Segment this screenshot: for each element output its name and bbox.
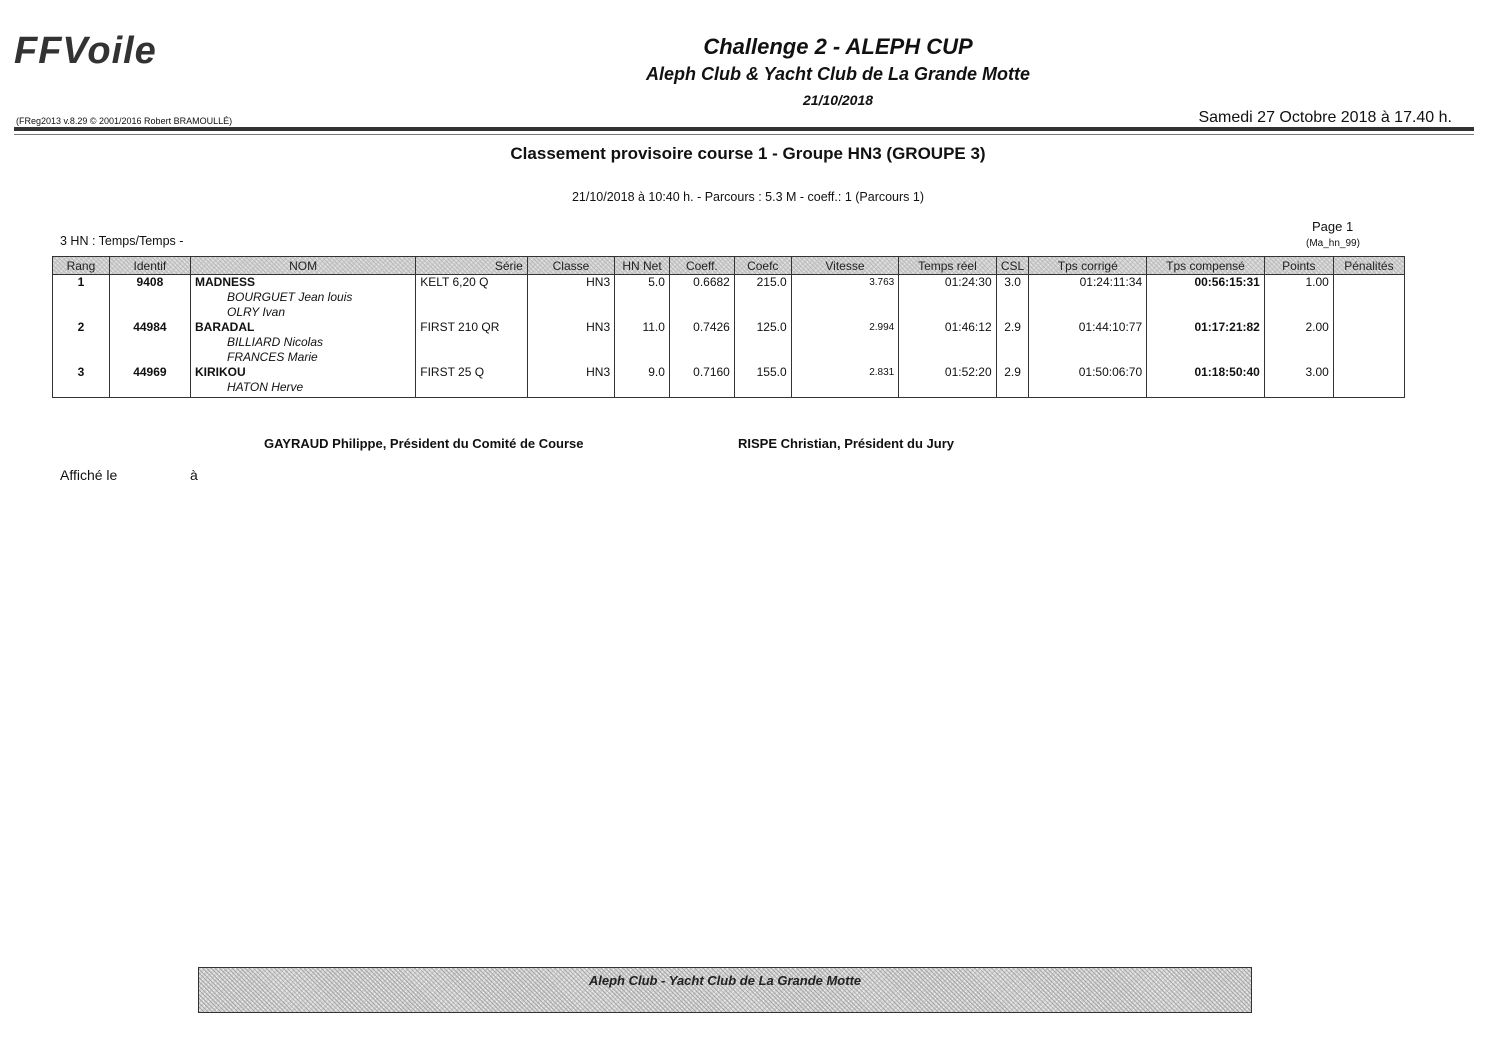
cell-temps-reel: 01:24:30	[899, 275, 996, 321]
cell-classe: HN3	[527, 275, 614, 321]
table-row	[53, 320, 1405, 365]
cell-nom	[190, 275, 415, 321]
col-header-coeff: Coeff.	[669, 257, 734, 275]
event-date: 21/10/2018	[802, 92, 874, 108]
cell-tps-compense: 00:56:15:31	[1147, 275, 1265, 321]
cell-nom	[190, 320, 415, 365]
header-rule	[14, 127, 1474, 131]
cell-vitesse: 2.994	[791, 320, 899, 365]
crew-member: BOURGUET Jean louis	[226, 290, 353, 304]
cell-identif: 9408	[109, 275, 190, 321]
cell-hn: 11.0	[615, 320, 670, 365]
results-table	[52, 256, 1405, 398]
col-header-temps-reel: Temps réel	[899, 257, 996, 275]
cell-vitesse: 2.831	[791, 365, 899, 398]
cell-rang: 3	[53, 365, 110, 398]
cell-coefc: 215.0	[734, 275, 791, 321]
crew-member: FRANCES Marie	[226, 350, 318, 364]
report-title: Classement provisoire course 1 - Groupe HN3 (GROUPE 3)	[510, 144, 986, 163]
page-code: (Ma_hn_99)	[1306, 238, 1360, 249]
footer-banner: Aleph Club - Yacht Club de La Grande Motte	[198, 967, 1252, 1013]
cell-csl: 2.9	[996, 320, 1029, 365]
cell-rang: 2	[53, 320, 110, 365]
cell-tps-corrige: 01:24:11:34	[1029, 275, 1147, 321]
table-row	[53, 275, 1405, 321]
software-credit: (FReg2013 v.8.29 © 2001/2016 Robert BRAMOULLÉ)	[16, 116, 233, 126]
jury-signature: RISPE Christian, Président du Jury	[738, 436, 954, 451]
cell-hn: 5.0	[615, 275, 670, 321]
race-info: 21/10/2018 à 10:40 h. - Parcours : 5.3 M - coeff.: 1 (Parcours 1)	[571, 190, 925, 204]
col-header-nom: NOM	[190, 257, 415, 275]
cell-points: 1.00	[1264, 275, 1333, 321]
col-header-csl: CSL	[996, 257, 1029, 275]
event-subtitle: Aleph Club & Yacht Club de La Grande Motte	[645, 64, 1031, 84]
col-header-points: Points	[1264, 257, 1333, 275]
boat-name: KIRIKOU	[194, 365, 246, 379]
cell-tps-compense: 01:17:21:82	[1147, 320, 1265, 365]
col-header-identif: Identif	[109, 257, 190, 275]
col-header-tps-corrige: Tps corrigé	[1029, 257, 1147, 275]
cell-coefc: 125.0	[734, 320, 791, 365]
col-header-hn-net: HN Net	[615, 257, 670, 275]
printed-date: Samedi 27 Octobre 2018 à 17.40 h.	[1198, 109, 1452, 126]
cell-serie: FIRST 25 Q	[416, 365, 528, 398]
cell-temps-reel: 01:46:12	[899, 320, 996, 365]
group-label: 3 HN : Temps/Temps -	[60, 234, 184, 248]
boat-name: MADNESS	[194, 275, 255, 289]
posted-at-label: à	[190, 467, 198, 483]
col-header-serie: Série	[416, 257, 528, 275]
cell-vitesse: 3.763	[791, 275, 899, 321]
cell-penalites	[1333, 365, 1404, 398]
race-committee-signature: GAYRAUD Philippe, Président du Comité de Course	[264, 436, 584, 451]
cell-coeff: 0.7160	[669, 365, 734, 398]
cell-serie: KELT 6,20 Q	[416, 275, 528, 321]
event-title: Challenge 2 - ALEPH CUP	[703, 34, 973, 59]
col-header-rang: Rang	[53, 257, 110, 275]
crew-member: BILLIARD Nicolas	[226, 335, 324, 349]
crew-member: OLRY Ivan	[226, 305, 286, 319]
col-header-tps-compense: Tps compensé	[1147, 257, 1265, 275]
cell-temps-reel: 01:52:20	[899, 365, 996, 398]
table-row	[53, 365, 1405, 398]
cell-coeff: 0.6682	[669, 275, 734, 321]
cell-tps-compense: 01:18:50:40	[1147, 365, 1265, 398]
cell-nom	[190, 365, 415, 398]
logo-text: FFVoile	[14, 30, 157, 72]
page-number: Page 1	[1312, 219, 1354, 234]
cell-penalites	[1333, 320, 1404, 365]
cell-classe: HN3	[527, 320, 614, 365]
col-header-classe: Classe	[527, 257, 614, 275]
cell-coeff: 0.7426	[669, 320, 734, 365]
boat-name: BARADAL	[194, 320, 255, 334]
col-header-coefc: Coefc	[734, 257, 791, 275]
cell-coefc: 155.0	[734, 365, 791, 398]
cell-penalites	[1333, 275, 1404, 321]
cell-csl: 2.9	[996, 365, 1029, 398]
cell-tps-corrige: 01:50:06:70	[1029, 365, 1147, 398]
cell-points: 3.00	[1264, 365, 1333, 398]
header-rule-thin	[14, 134, 1474, 135]
col-header-penalites: Pénalités	[1333, 257, 1404, 275]
cell-hn: 9.0	[615, 365, 670, 398]
cell-classe: HN3	[527, 365, 614, 398]
cell-identif: 44984	[109, 320, 190, 365]
posted-label: Affiché le	[60, 467, 118, 483]
cell-csl: 3.0	[996, 275, 1029, 321]
cell-rang: 1	[53, 275, 110, 321]
table-header-row	[53, 257, 1405, 275]
crew-member: HATON Herve	[226, 380, 304, 394]
cell-points: 2.00	[1264, 320, 1333, 365]
col-header-vitesse: Vitesse	[791, 257, 899, 275]
cell-serie: FIRST 210 QR	[416, 320, 528, 365]
cell-tps-corrige: 01:44:10:77	[1029, 320, 1147, 365]
cell-identif: 44969	[109, 365, 190, 398]
